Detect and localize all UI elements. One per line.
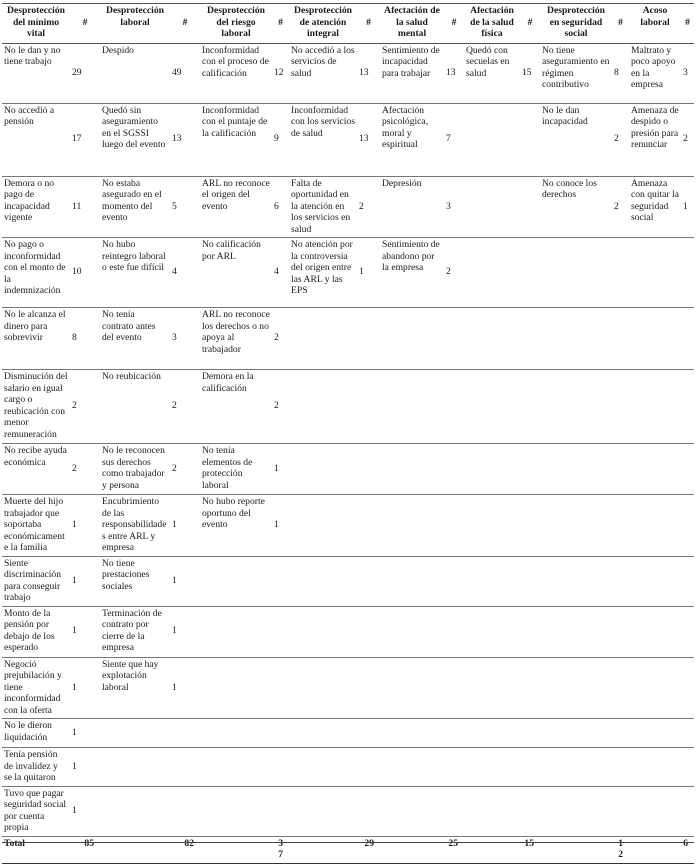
count-cell: 9 (272, 103, 289, 176)
total-value: 85 (70, 836, 100, 863)
count-cell (520, 657, 540, 719)
count-cell (272, 719, 289, 748)
total-value: 82 (170, 836, 200, 863)
table-row (2, 103, 694, 176)
count-cell: 2 (70, 444, 100, 495)
category-cell (289, 606, 357, 657)
count-cell: 2 (681, 103, 694, 176)
count-cell (272, 786, 289, 836)
header-count: # (357, 4, 380, 44)
count-cell (444, 748, 464, 787)
category-cell: Inconformidad con los servicios de salud (289, 103, 357, 176)
count-cell: 3 (681, 43, 694, 103)
count-cell (612, 238, 629, 308)
count-cell: 8 (612, 43, 629, 103)
category-cell: Depresión (380, 176, 444, 238)
category-cell (464, 444, 520, 495)
category-cell (629, 786, 681, 836)
category-cell: No le dan incapacidad (540, 103, 612, 176)
count-cell (520, 370, 540, 444)
category-cell (289, 719, 357, 748)
category-cell: No pago o inconformidad con el monto de la indemnización (2, 238, 70, 308)
header-category: Desprotección del riesgo laboral (200, 4, 272, 44)
header-category: Acoso laboral (629, 4, 681, 44)
category-cell (540, 370, 612, 444)
category-cell: No tiene aseguramiento en régimen contributivo (540, 43, 612, 103)
category-cell (540, 308, 612, 370)
total-spacer (100, 836, 170, 863)
count-cell (357, 556, 380, 606)
total-value: 29 (357, 836, 380, 863)
header-category: Desprotección en seguridad social (540, 4, 612, 44)
category-cell: Inconformidad con el puntaje de la calificación (200, 103, 272, 176)
category-cell: Sentimiento de incapacidad para trabajar (380, 43, 444, 103)
category-cell (464, 308, 520, 370)
category-cell: Siente discriminación para conseguir trabajo (2, 556, 70, 606)
count-cell: 2 (170, 370, 200, 444)
count-cell: 13 (444, 43, 464, 103)
count-cell (520, 786, 540, 836)
count-cell: 2 (70, 370, 100, 444)
header-count: # (170, 4, 200, 44)
category-cell (464, 176, 520, 238)
count-cell: 10 (70, 238, 100, 308)
category-cell (289, 556, 357, 606)
count-cell: 1 (70, 786, 100, 836)
category-cell (464, 495, 520, 557)
category-cell (464, 606, 520, 657)
category-cell: Siente que hay explotación laboral (100, 657, 170, 719)
total-spacer (629, 836, 681, 863)
count-cell (444, 657, 464, 719)
category-cell (540, 606, 612, 657)
category-cell: No le reconocen sus derechos como trabajador y persona (100, 444, 170, 495)
table-row (2, 495, 694, 557)
count-cell (357, 370, 380, 444)
category-cell (629, 556, 681, 606)
count-cell (520, 308, 540, 370)
category-cell: No le dieron liquidación (2, 719, 70, 748)
table-end-rule (2, 842, 694, 843)
category-cell (464, 719, 520, 748)
category-cell: Afectación psicológica, moral y espiritual (380, 103, 444, 176)
total-value: 25 (444, 836, 464, 863)
total-value: 37 (272, 836, 289, 863)
total-label: Total (2, 836, 70, 863)
count-cell: 2 (272, 308, 289, 370)
category-cell (464, 556, 520, 606)
count-cell (357, 308, 380, 370)
header-row (2, 4, 694, 44)
count-cell: 3 (444, 176, 464, 238)
header-count: # (681, 4, 694, 44)
count-cell (612, 606, 629, 657)
count-cell: 49 (170, 43, 200, 103)
count-cell: 1 (70, 606, 100, 657)
count-cell: 1 (70, 556, 100, 606)
count-cell (444, 556, 464, 606)
count-cell: 1 (70, 748, 100, 787)
count-cell (681, 748, 694, 787)
count-cell (612, 308, 629, 370)
count-cell (612, 495, 629, 557)
category-cell: No hubo reintegro laboral o este fue difícil (100, 238, 170, 308)
count-cell (444, 786, 464, 836)
count-cell: 2 (444, 238, 464, 308)
category-cell (540, 238, 612, 308)
count-cell (612, 786, 629, 836)
category-cell: Disminución del salario en igual cargo o reubicación con menor remuneración (2, 370, 70, 444)
count-cell: 1 (70, 657, 100, 719)
count-cell: 13 (170, 103, 200, 176)
category-cell (629, 748, 681, 787)
category-cell: Demora en la calificación (200, 370, 272, 444)
count-cell (444, 495, 464, 557)
total-spacer (464, 836, 520, 863)
table-row (2, 176, 694, 238)
category-cell (200, 748, 272, 787)
count-cell: 1 (170, 556, 200, 606)
count-cell (357, 786, 380, 836)
category-cell: No conoce los derechos (540, 176, 612, 238)
count-cell (357, 748, 380, 787)
category-cell (100, 748, 170, 787)
count-cell: 1 (272, 495, 289, 557)
category-cell (200, 556, 272, 606)
header-category: Desprotección del mínimo vital (2, 4, 70, 44)
category-cell (629, 719, 681, 748)
count-cell: 5 (170, 176, 200, 238)
category-cell: Tenía pensión de invalidez y se la quitaron (2, 748, 70, 787)
count-cell (272, 657, 289, 719)
table-row (2, 657, 694, 719)
category-cell: Amenaza de despido o presión para renunciar (629, 103, 681, 176)
category-cell (380, 308, 444, 370)
header-count: # (444, 4, 464, 44)
category-cell: ARL no reconoce los derechos o no apoya al trabajador (200, 308, 272, 370)
category-cell (464, 103, 520, 176)
table-row (2, 748, 694, 787)
count-cell (520, 238, 540, 308)
category-cell (380, 370, 444, 444)
count-cell (520, 103, 540, 176)
category-cell (380, 495, 444, 557)
count-cell: 29 (70, 43, 100, 103)
total-value: 12 (612, 836, 629, 863)
category-cell: Amenaza con quitar la seguridad social (629, 176, 681, 238)
count-cell: 2 (170, 444, 200, 495)
category-cell: No tenía elementos de protección laboral (200, 444, 272, 495)
category-cell: Terminación de contrato por cierre de la empresa (100, 606, 170, 657)
count-cell: 13 (357, 103, 380, 176)
category-cell (629, 370, 681, 444)
count-cell (272, 606, 289, 657)
count-cell (681, 657, 694, 719)
count-cell (520, 748, 540, 787)
count-cell (357, 657, 380, 719)
count-cell (444, 308, 464, 370)
category-cell (629, 657, 681, 719)
count-cell (612, 370, 629, 444)
table-header (2, 4, 694, 44)
count-cell (612, 556, 629, 606)
count-cell: 1 (357, 238, 380, 308)
count-cell (357, 444, 380, 495)
table-row (2, 238, 694, 308)
category-cell: No tenía contrato antes del evento (100, 308, 170, 370)
count-cell: 4 (170, 238, 200, 308)
category-cell: No accedió a pensión (2, 103, 70, 176)
category-cell (200, 786, 272, 836)
table-row (2, 556, 694, 606)
category-cell (100, 719, 170, 748)
category-cell (540, 556, 612, 606)
category-cell (540, 719, 612, 748)
table-row (2, 444, 694, 495)
category-cell (464, 238, 520, 308)
category-cell: Encubrimiento de las responsabilidades entre ARL y empresa (100, 495, 170, 557)
count-cell: 6 (272, 176, 289, 238)
count-cell: 12 (272, 43, 289, 103)
count-cell: 1 (170, 495, 200, 557)
total-row (2, 836, 694, 863)
category-cell (540, 657, 612, 719)
category-cell (200, 657, 272, 719)
category-cell: No estaba asegurado en el momento del evento (100, 176, 170, 238)
category-cell (540, 786, 612, 836)
table-row (2, 606, 694, 657)
count-cell (272, 556, 289, 606)
table-row (2, 370, 694, 444)
category-cell: Quedó sin aseguramiento en el SGSSI luego del evento (100, 103, 170, 176)
count-cell (681, 495, 694, 557)
count-cell (612, 444, 629, 495)
count-cell: 1 (170, 606, 200, 657)
category-cell: Muerte del hijo trabajador que soportaba económicamente la familia (2, 495, 70, 557)
data-table (2, 3, 694, 864)
category-cell (629, 606, 681, 657)
count-cell: 4 (272, 238, 289, 308)
count-cell: 3 (170, 308, 200, 370)
header-count: # (70, 4, 100, 44)
total-value: 15 (520, 836, 540, 863)
category-cell (464, 786, 520, 836)
category-cell (464, 748, 520, 787)
category-cell (100, 786, 170, 836)
count-cell (272, 748, 289, 787)
count-cell (681, 556, 694, 606)
header-category: Desprotección laboral (100, 4, 170, 44)
category-cell (540, 444, 612, 495)
category-cell (200, 606, 272, 657)
count-cell (357, 606, 380, 657)
table-row (2, 719, 694, 748)
table-row (2, 43, 694, 103)
category-cell: No le alcanza el dinero para sobrevivir (2, 308, 70, 370)
count-cell (612, 719, 629, 748)
category-cell: No reubicación (100, 370, 170, 444)
count-cell (170, 786, 200, 836)
category-cell (289, 444, 357, 495)
category-cell: No atención por la controversia del origen entre las ARL y las EPS (289, 238, 357, 308)
category-cell (629, 308, 681, 370)
category-cell (629, 495, 681, 557)
category-cell: No hubo reporte oportuno del evento (200, 495, 272, 557)
count-cell: 11 (70, 176, 100, 238)
count-cell (357, 495, 380, 557)
category-cell (540, 748, 612, 787)
header-category: Afectación de la salud mental (380, 4, 444, 44)
count-cell (520, 176, 540, 238)
count-cell (681, 308, 694, 370)
category-cell (380, 606, 444, 657)
count-cell (681, 606, 694, 657)
count-cell (170, 748, 200, 787)
category-cell (380, 748, 444, 787)
count-cell: 17 (70, 103, 100, 176)
count-cell: 8 (70, 308, 100, 370)
count-cell: 2 (612, 103, 629, 176)
category-cell (289, 786, 357, 836)
category-cell: Monto de la pensión por debajo de los esperado (2, 606, 70, 657)
category-cell: No tiene prestaciones sociales (100, 556, 170, 606)
category-cell (540, 495, 612, 557)
count-cell (444, 444, 464, 495)
count-cell (681, 238, 694, 308)
count-cell (170, 719, 200, 748)
category-cell (629, 444, 681, 495)
count-cell: 2 (272, 370, 289, 444)
category-cell: No recibe ayuda económica (2, 444, 70, 495)
count-cell: 1 (170, 657, 200, 719)
category-cell (289, 370, 357, 444)
category-cell: Demora o no pago de incapacidad vigente (2, 176, 70, 238)
count-cell: 1 (272, 444, 289, 495)
category-cell (289, 308, 357, 370)
header-category: Afectación de la salud física (464, 4, 520, 44)
count-cell: 1 (70, 719, 100, 748)
category-cell: Maltrato y poco apoyo en la empresa (629, 43, 681, 103)
header-count: # (612, 4, 629, 44)
category-cell: Negoció prejubilación y tiene inconformidad con la oferta (2, 657, 70, 719)
category-cell (380, 786, 444, 836)
count-cell: 2 (612, 176, 629, 238)
category-cell: Despido (100, 43, 170, 103)
count-cell (444, 370, 464, 444)
count-cell: 13 (357, 43, 380, 103)
count-cell (444, 719, 464, 748)
category-cell: No le dan y no tiene trabajo (2, 43, 70, 103)
count-cell: 1 (681, 176, 694, 238)
count-cell (681, 444, 694, 495)
category-cell (629, 238, 681, 308)
category-cell: No calificación por ARL (200, 238, 272, 308)
category-cell (200, 719, 272, 748)
count-cell (520, 719, 540, 748)
category-cell (464, 657, 520, 719)
category-cell (289, 748, 357, 787)
category-cell (289, 495, 357, 557)
count-cell: 7 (444, 103, 464, 176)
header-count: # (520, 4, 540, 44)
category-cell: Sentimiento de abandono por la empresa (380, 238, 444, 308)
category-cell: ARL no reconoce el origen del evento (200, 176, 272, 238)
table-body (2, 43, 694, 863)
header-count: # (272, 4, 289, 44)
category-cell (380, 719, 444, 748)
category-cell: Inconformidad con el proceso de calificación (200, 43, 272, 103)
total-spacer (380, 836, 444, 863)
total-value: 6 (681, 836, 694, 863)
count-cell: 1 (70, 495, 100, 557)
count-cell (612, 748, 629, 787)
count-cell (681, 370, 694, 444)
count-cell: 2 (357, 176, 380, 238)
total-spacer (289, 836, 357, 863)
count-cell: 15 (520, 43, 540, 103)
table-row (2, 308, 694, 370)
category-cell: Quedó con secuelas en salud (464, 43, 520, 103)
count-cell (520, 556, 540, 606)
category-cell: Falta de oportunidad en la atención en los servicios en salud (289, 176, 357, 238)
count-cell (357, 719, 380, 748)
count-cell (444, 606, 464, 657)
category-cell (464, 370, 520, 444)
category-cell (380, 444, 444, 495)
total-spacer (200, 836, 272, 863)
count-cell (612, 657, 629, 719)
header-category: Desprotección de atención integral (289, 4, 357, 44)
count-cell (681, 719, 694, 748)
category-cell (380, 657, 444, 719)
count-cell (520, 606, 540, 657)
count-cell (520, 495, 540, 557)
category-cell (289, 657, 357, 719)
category-cell: No accedió a los servicios de salud (289, 43, 357, 103)
total-spacer (540, 836, 612, 863)
count-cell (520, 444, 540, 495)
table-row (2, 786, 694, 836)
count-cell (681, 786, 694, 836)
category-cell: Tuvo que pagar seguridad social por cuenta propia (2, 786, 70, 836)
category-cell (380, 556, 444, 606)
